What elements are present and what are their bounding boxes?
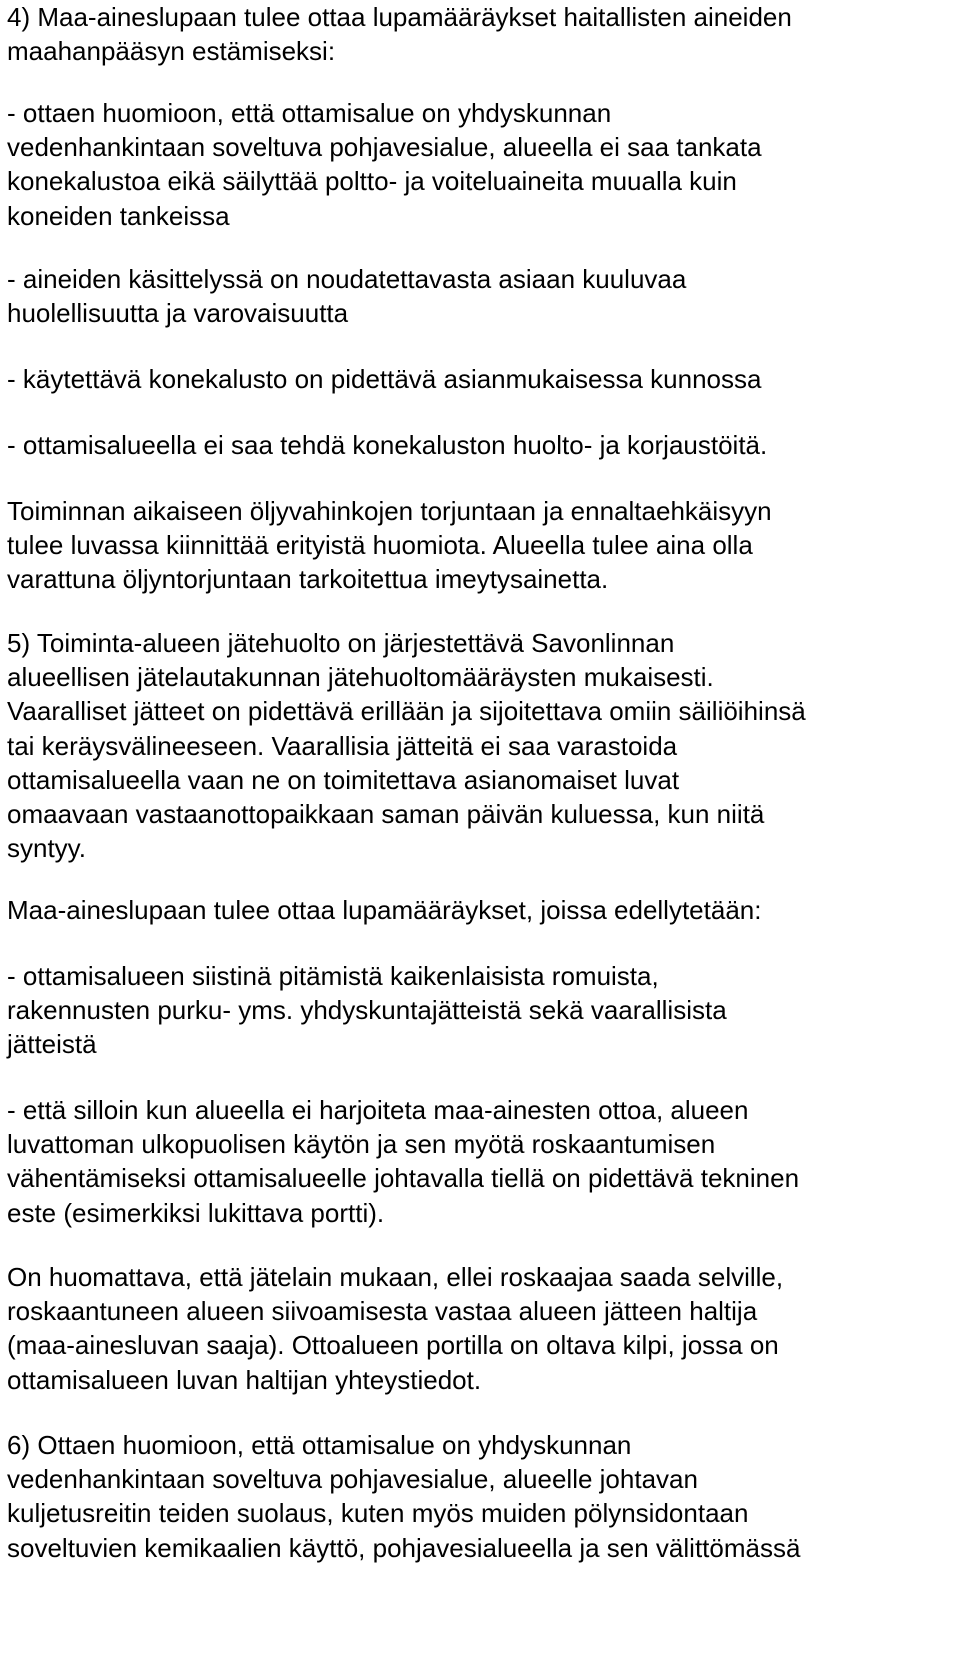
paragraph-section-5-waste (7, 626, 806, 865)
paragraph-bullet-no-refueling (7, 96, 762, 233)
text-line: este (esimerkiksi lukittava portti). (7, 1197, 385, 1228)
text-line: 6) Ottaen huomioon, että ottamisalue on yhdyskunnan (7, 1430, 632, 1460)
text-line: vedenhankintaan soveltuva pohjavesialue, alueella ei saa tankata (7, 132, 762, 163)
text-line: (maa-ainesluvan saaja). Ottoalueen portilla on oltava kilpi, jossa on (7, 1330, 779, 1361)
paragraph-bullet-equipment-condition (7, 362, 761, 396)
text-line: soveltuvien kemikaalien käyttö, pohjavesialueella ja sen välittömässä (7, 1532, 801, 1563)
text-line: Maa-aineslupaan tulee ottaa lupamääräykset, joissa edellytetään: (7, 895, 762, 925)
text-line: tai keräysvälineeseen. Vaarallisia jätteitä ei saa varastoida (7, 730, 678, 761)
text-line: tulee luvassa kiinnittää erityistä huomiota. Alueella tulee aina olla (7, 530, 753, 561)
text-line: omaavaan vastaanottopaikkaan saman päivän kuluessa, kun niitä (7, 798, 765, 829)
text-line: - aineiden käsittelyssä on noudatettavasta asiaan kuuluvaa (7, 264, 687, 294)
paragraph-bullet-handling-care (7, 262, 686, 330)
text-line: luvattoman ulkopuolisen käytön ja sen myötä roskaantumisen (7, 1129, 716, 1160)
text-line: roskaantuneen alueen siivoamisesta vastaa alueen jätteen haltija (7, 1296, 758, 1327)
text-line: syntyy. (7, 833, 86, 864)
text-line: 4) Maa-aineslupaan tulee ottaa lupamääräykset haitallisten aineiden (7, 2, 792, 32)
text-line: Toiminnan aikaiseen öljyvahinkojen torjuntaan ja ennaltaehkäisyyn (7, 496, 772, 526)
text-line: - käytettävä konekalusto on pidettävä asianmukaisessa kunnossa (7, 364, 762, 394)
text-line: ottamisalueen luvan haltijan yhteystiedot. (7, 1364, 482, 1395)
text-line: 5) Toiminta-alueen jätehuolto on järjestettävä Savonlinnan (7, 628, 675, 658)
text-line: - ottaen huomioon, että ottamisalue on yhdyskunnan (7, 98, 612, 128)
text-line: huolellisuutta ja varovaisuutta (7, 298, 349, 329)
text-line: rakennusten purku- yms. yhdyskuntajätteistä sekä vaarallisista (7, 995, 727, 1026)
text-line: vähentämiseksi ottamisalueelle johtavalla tiellä on pidettävä tekninen (7, 1163, 800, 1194)
text-line: - ottamisalueella ei saa tehdä konekaluston huolto- ja korjaustöitä. (7, 430, 768, 460)
paragraph-bullet-keep-tidy (7, 959, 727, 1062)
paragraph-bullet-no-maintenance (7, 428, 767, 462)
text-line: konekalustoa eikä säilyttää poltto- ja voiteluaineita muualla kuin (7, 166, 737, 197)
paragraph-waste-law-note (7, 1260, 783, 1397)
paragraph-oil-spill-prevention (7, 494, 772, 597)
paragraph-permit-requirements-intro (7, 893, 761, 927)
text-line: ottamisalueella vaan ne on toimitettava asianomaiset luvat (7, 764, 680, 795)
text-line: On huomattava, että jätelain mukaan, ellei roskaajaa saada selville, (7, 1262, 784, 1292)
text-line: varattuna öljyntorjuntaan tarkoitettua imeytysainetta. (7, 564, 609, 595)
text-line: jätteistä (7, 1029, 97, 1060)
text-line: vedenhankintaan soveltuva pohjavesialue, alueelle johtavan (7, 1464, 698, 1495)
text-line: koneiden tankeissa (7, 200, 230, 231)
paragraph-section-4-intro (7, 0, 792, 68)
text-line: kuljetusreitin teiden suolaus, kuten myös muiden pölynsidontaan (7, 1498, 749, 1529)
text-line: Vaaralliset jätteet on pidettävä erillään ja sijoitettava omiin säiliöihinsä (7, 696, 806, 727)
paragraph-bullet-technical-barrier (7, 1093, 799, 1230)
paragraph-section-6-road-salting (7, 1428, 800, 1565)
text-line: maahanpääsyn estämiseksi: (7, 36, 336, 67)
text-line: - ottamisalueen siistinä pitämistä kaikenlaisista romuista, (7, 961, 659, 991)
text-line: alueellisen jätelautakunnan jätehuoltomääräysten mukaisesti. (7, 662, 714, 693)
text-line: - että silloin kun alueella ei harjoiteta maa-ainesten ottoa, alueen (7, 1095, 749, 1125)
